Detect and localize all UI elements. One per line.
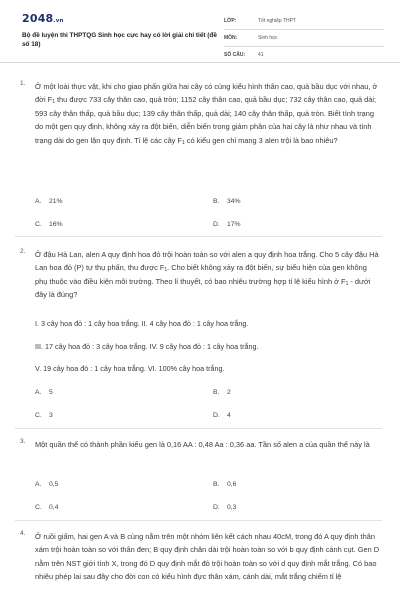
logo-domain: .vn bbox=[53, 18, 64, 24]
option-a[interactable] bbox=[35, 389, 53, 396]
meta-key: SỐ CÂU: bbox=[224, 52, 246, 58]
question-number: 3. bbox=[20, 438, 26, 445]
option-text: 0,5 bbox=[49, 481, 59, 488]
option-d[interactable] bbox=[213, 504, 236, 511]
option-letter: C. bbox=[35, 504, 42, 511]
question-number: 4. bbox=[20, 530, 26, 537]
option-text: 0,6 bbox=[227, 481, 237, 488]
document-header bbox=[0, 0, 400, 63]
option-text: 34% bbox=[227, 198, 241, 205]
meta-value: Sinh học bbox=[258, 35, 278, 41]
statement: III. 17 cây hoa đỏ : 3 cây hoa trắng. IV. 9 cây hoa đỏ : 1 cây hoa trắng. bbox=[35, 342, 259, 351]
option-b[interactable] bbox=[213, 198, 241, 205]
statement: V. 19 cây hoa đỏ : 1 cây hoa trắng. VI. 100% cây hoa trắng. bbox=[35, 364, 225, 373]
meta-row-grade bbox=[224, 13, 384, 30]
option-text: 5 bbox=[49, 389, 53, 396]
option-text: 16% bbox=[49, 221, 63, 228]
question-text: Ở đậu Hà Lan, alen A quy định hoa đỏ trội hoàn toàn so với alen a quy định hoa trắng. Cho 5 cây đậu Hà Lan hoa đỏ (P) tự thụ phấn, thu được $F_1$. Cho biết không xảy ra đột biến, sự biểu hiện của gen không phụ thuộc vào điều kiện môi trường. Theo lí thuyết, có bao nhiêu trường hợp tỉ lệ kiểu hình ở $F_1$ - dưới đây là đúng? bbox=[35, 250, 379, 300]
question-divider bbox=[15, 520, 382, 521]
option-letter: A. bbox=[35, 481, 42, 488]
question-number: 2. bbox=[20, 248, 26, 255]
question-number: 1. bbox=[20, 80, 26, 87]
option-letter: C. bbox=[35, 412, 42, 419]
question-text: Ở ruồi giấm, hai gen A và B cùng nằm trên một nhóm liên kết cách nhau 40cM, trong đó A quy định thân xám trội hoàn toàn so với thân đen; B quy định chân dài trội hoàn toàn so với b quy định cánh cụt. Gen D nằm trên NST giới tính X, trong đó D quy định mắt đỏ trội hoàn toàn so với d quy định mắt trắng. Có bao nhiêu phép lai sau đây cho đời con có kiểu hình đực thân xám, cánh dài, mắt trắng chiếm tỉ lệ bbox=[35, 532, 380, 582]
option-letter: D. bbox=[213, 504, 220, 511]
option-a[interactable] bbox=[35, 481, 58, 488]
option-text: 0,3 bbox=[227, 504, 237, 511]
option-text: 21% bbox=[49, 198, 63, 205]
question-divider bbox=[15, 428, 382, 429]
meta-key: MÔN: bbox=[224, 35, 238, 41]
option-letter: A. bbox=[35, 389, 42, 396]
option-letter: B. bbox=[213, 389, 220, 396]
option-letter: D. bbox=[213, 221, 220, 228]
site-logo[interactable] bbox=[22, 12, 64, 25]
option-b[interactable] bbox=[213, 389, 231, 396]
meta-row-subject bbox=[224, 30, 384, 47]
option-letter: A. bbox=[35, 198, 42, 205]
option-b[interactable] bbox=[213, 481, 236, 488]
question-divider bbox=[15, 236, 382, 237]
option-d[interactable] bbox=[213, 412, 231, 419]
meta-value: Tốt nghiệp THPT bbox=[258, 18, 296, 24]
option-letter: D. bbox=[213, 412, 220, 419]
option-letter: C. bbox=[35, 221, 42, 228]
option-text: 17% bbox=[227, 221, 241, 228]
question-text: Một quần thể có thành phần kiểu gen là 0,16 AA : 0,48 Aa : 0,36 aa. Tần số alen a của quần thể này là bbox=[35, 440, 370, 449]
option-text: 3 bbox=[49, 412, 53, 419]
meta-row-count bbox=[224, 47, 384, 63]
document-meta bbox=[224, 13, 384, 63]
question-text: Ở một loài thực vật, khi cho giao phấn giữa hai cây có cùng kiểu hình thân cao, quả bầu dục với nhau, ở đời $F_1$ thu được 733 cây thân cao, quả tròn; 1152 cây thân cao, quả bầu dục; 732 cây thân cao, quả dài; 593 cây thân thấp, quả bầu dục; 139 cây thân thấp, quả dài; 140 cây thân thấp, quả tròn. Biết tính trạng do một gen quy định, không xảy ra đột biến, diễn biến trong giảm phân của hai cây là như nhau và tính trạng dài do gen lặn quy định. Tỉ lệ các cây $F_1$ có kiểu gen chỉ mang 3 alen trội là bao nhiêu? bbox=[35, 82, 378, 146]
document-title: Bộ đề luyện thi THPTQG Sinh học cực hay có lời giải chi tiết (đề số 18) bbox=[22, 32, 217, 48]
option-a[interactable] bbox=[35, 198, 63, 205]
option-c[interactable] bbox=[35, 504, 58, 511]
option-c[interactable] bbox=[35, 221, 63, 228]
option-c[interactable] bbox=[35, 412, 53, 419]
meta-key: LỚP: bbox=[224, 18, 237, 24]
statement: I. 3 cây hoa đỏ : 1 cây hoa trắng. II. 4 cây hoa đỏ : 1 cây hoa trắng. bbox=[35, 319, 249, 328]
option-text: 2 bbox=[227, 389, 231, 396]
meta-value: 41 bbox=[258, 52, 264, 58]
option-text: 4 bbox=[227, 412, 231, 419]
logo-main: 2048 bbox=[22, 12, 54, 25]
option-letter: B. bbox=[213, 198, 220, 205]
option-d[interactable] bbox=[213, 221, 241, 228]
option-text: 0,4 bbox=[49, 504, 59, 511]
option-letter: B. bbox=[213, 481, 220, 488]
